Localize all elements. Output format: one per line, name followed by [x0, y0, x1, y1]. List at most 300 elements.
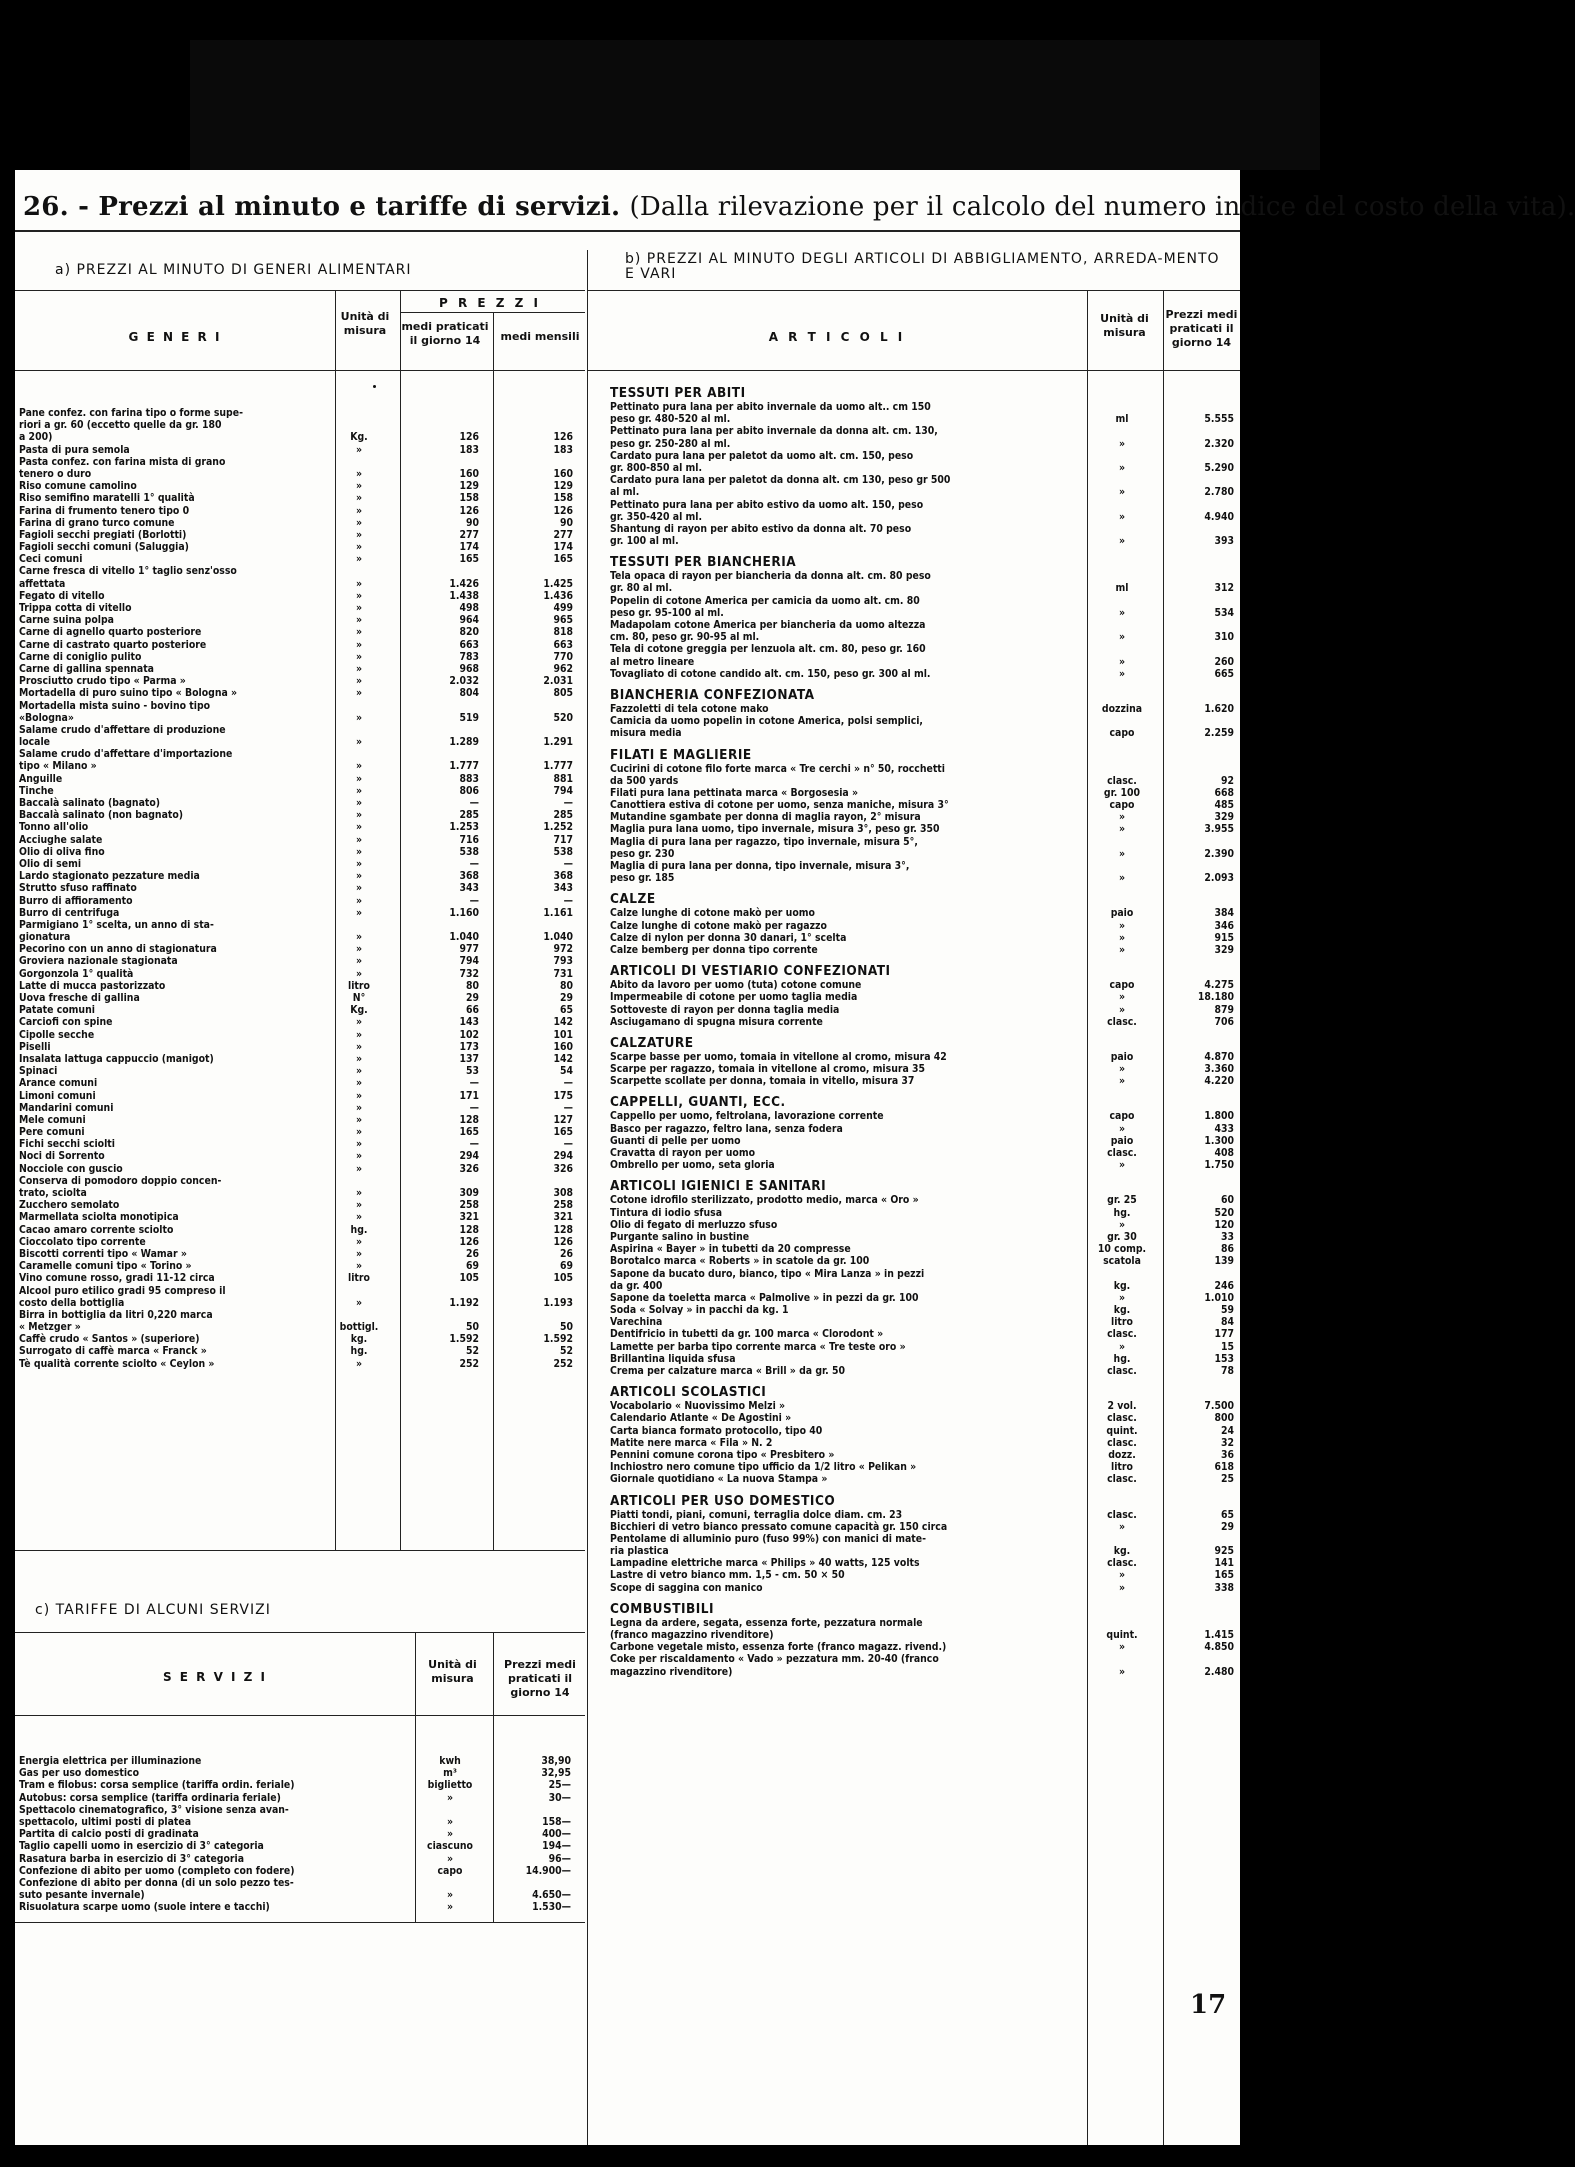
price-day14: 310 [1214, 631, 1234, 644]
item-name: Spinaci [19, 1065, 58, 1078]
section-c-header-rule [15, 1715, 585, 1716]
article-name: peso gr. 480-520 al ml. [610, 413, 731, 426]
table-row [610, 1437, 1237, 1449]
article-name: Borotalco marca « Roberts » in scatole da gr. 100 [610, 1255, 870, 1268]
price-day14: 158 [459, 492, 479, 505]
article-name: Carta bianca formato protocollo, tipo 40 [610, 1424, 823, 1437]
price-monthly [479, 919, 573, 931]
price-day14 [1162, 836, 1234, 848]
price-day14: 2.480 [1204, 1665, 1234, 1678]
price-day14: 141 [1214, 1557, 1234, 1570]
article-name: Sapone da bucato duro, bianco, tipo « Mira Lanza » in pezzi [610, 1267, 925, 1280]
table-row [19, 1309, 579, 1321]
unit: » [355, 760, 363, 773]
title-rule [15, 230, 1240, 232]
item-name: costo della bottiglia [19, 1296, 125, 1309]
price-day14: 4.220 [1204, 1075, 1234, 1088]
service-name: Confezione di abito per donna (di un solo pezzo tes- [19, 1876, 294, 1889]
table-row [19, 1187, 579, 1199]
price-day14: 25 [1220, 1473, 1234, 1486]
article-name: Soda « Solvay » in pacchi da kg. 1 [610, 1304, 789, 1317]
unit: clasc. [1107, 774, 1137, 787]
article-name: Tintura di iodio sfusa [610, 1206, 723, 1219]
item-name: Mele comuni [19, 1113, 86, 1126]
table-row [610, 1557, 1237, 1569]
table-row [610, 1016, 1237, 1028]
table-row [19, 968, 579, 980]
table-row [19, 565, 579, 577]
table-number: 26. [23, 192, 69, 222]
article-name: Basco per ragazzo, feltro lana, senza fodera [610, 1122, 843, 1135]
article-name: Sapone da toeletta marca « Palmolive » in pezzi da gr. 100 [610, 1291, 919, 1304]
price-day14 [1162, 715, 1234, 727]
table-row [19, 919, 579, 931]
table-row [19, 517, 579, 529]
unit: » [355, 528, 363, 541]
unit: capo [1109, 799, 1135, 812]
price-day14: 126 [459, 431, 479, 444]
unit: » [355, 443, 363, 456]
table-row [610, 1063, 1237, 1075]
table-row [610, 979, 1237, 991]
table-row [610, 413, 1237, 425]
table-row [19, 590, 579, 602]
article-name: ria plastica [610, 1545, 669, 1558]
section-b-header-rule [587, 370, 1240, 371]
unit: » [355, 1089, 363, 1102]
table-row [19, 675, 579, 687]
table-row [610, 944, 1237, 956]
price-monthly: 142 [553, 1016, 573, 1029]
price-day14 [489, 1804, 571, 1816]
group-title: TESSUTI PER BIANCHERIA [610, 554, 797, 571]
unit: N° [352, 992, 366, 1004]
unit: » [355, 784, 363, 797]
article-name: Calze lunghe di cotone makò per uomo [610, 907, 815, 920]
unit: » [446, 1815, 454, 1828]
price-day14: 804 [459, 687, 479, 700]
price-day14: 2.093 [1204, 872, 1234, 885]
price-day14 [383, 919, 479, 931]
price-monthly: — [563, 797, 573, 809]
unit: » [1118, 811, 1126, 824]
table-row [19, 431, 579, 443]
unit: » [1118, 1340, 1126, 1353]
table-row [19, 1755, 579, 1767]
item-name: Patate comuni [19, 1004, 95, 1017]
unit: » [1118, 847, 1126, 860]
price-day14: 78 [1220, 1365, 1234, 1377]
price-monthly: 26 [559, 1247, 573, 1260]
unit: clasc. [1107, 1015, 1137, 1028]
table-row [19, 1901, 579, 1913]
price-day14: 7.500 [1204, 1400, 1234, 1413]
price-monthly: — [563, 1101, 573, 1114]
price-monthly: 731 [553, 967, 573, 980]
price-day14: 321 [459, 1211, 479, 1224]
price-monthly: 105 [553, 1272, 573, 1285]
table-row [610, 848, 1237, 860]
price-day14: 129 [459, 480, 479, 493]
unit: clasc. [1107, 1412, 1137, 1425]
unit: » [355, 577, 363, 590]
item-name: riori a gr. 60 (eccetto quelle da gr. 180 [19, 419, 222, 432]
unit: » [355, 882, 363, 895]
section-a-top-rule [15, 290, 585, 291]
table-row [610, 511, 1237, 523]
price-day14: 326 [459, 1162, 479, 1175]
unit: hg. [1113, 1206, 1131, 1219]
price-day14: 90 [465, 516, 479, 529]
unit: » [355, 894, 363, 907]
article-name: Pentolame di alluminio puro (fuso 99%) con manici di mate- [610, 1532, 926, 1545]
unit: » [355, 553, 363, 566]
unit [335, 1175, 383, 1187]
table-row [610, 535, 1237, 547]
table-row [19, 1260, 579, 1272]
unit: dozz. [1108, 1448, 1136, 1461]
unit: » [1118, 655, 1126, 668]
unit: » [1118, 1218, 1126, 1231]
article-name: gr. 800-850 al ml. [610, 461, 703, 474]
unit: capo [437, 1864, 463, 1877]
price-day14: 260 [1214, 655, 1234, 668]
article-name: Tovagliato di cotone candido alt. cm. 150, peso gr. 300 al ml. [610, 667, 931, 680]
table-row [19, 1224, 579, 1236]
price-day14: 820 [459, 626, 479, 639]
price-day14: 343 [459, 882, 479, 895]
unit: capo [1109, 727, 1135, 740]
unit: » [355, 967, 363, 980]
service-name: Risuolatura scarpe uomo (suole intere e tacchi) [19, 1901, 270, 1914]
price-day14: 1.289 [449, 736, 479, 749]
table-row [19, 712, 579, 724]
unit [1082, 595, 1162, 607]
price-monthly: 175 [553, 1089, 573, 1102]
unit [1082, 643, 1162, 655]
unit: » [1118, 606, 1126, 619]
price-monthly: 126 [553, 431, 573, 444]
article-name: Calze lunghe di cotone makò per ragazzo [610, 919, 827, 932]
article-name: Tela di cotone greggia per lenzuola alt. cm. 80, peso gr. 160 [610, 643, 926, 656]
price-monthly: 2.031 [543, 675, 573, 688]
table-row [19, 992, 579, 1004]
table-row [19, 1816, 579, 1828]
group-title: BIANCHERIA CONFEZIONATA [610, 686, 815, 703]
table-row [19, 895, 579, 907]
unit [335, 748, 383, 760]
article-name: Lamette per barba tipo corrente marca « Tre teste oro » [610, 1340, 906, 1353]
unit: dozzina [1101, 702, 1143, 715]
price-day14: 1.010 [1204, 1291, 1234, 1304]
table-row [19, 1321, 579, 1333]
table-row [19, 407, 579, 419]
price-day14: 171 [459, 1089, 479, 1102]
service-name: Partita di calcio posti di gradinata [19, 1828, 199, 1841]
table-row [19, 1853, 579, 1865]
price-day14: 329 [1214, 811, 1234, 824]
item-name: affettata [19, 577, 66, 590]
price-day14: 783 [459, 650, 479, 663]
price-day14 [1162, 860, 1234, 872]
item-name: Parmigiano 1° scelta, un anno di sta- [19, 918, 214, 931]
item-name: Burro di affioramento [19, 894, 133, 907]
page-number: 17 [1190, 1990, 1227, 2020]
price-day14: 716 [459, 833, 479, 846]
price-day14: 5.290 [1204, 461, 1234, 474]
price-day14: 4.850 [1204, 1641, 1234, 1654]
table-row [610, 1641, 1237, 1653]
table-row [19, 809, 579, 821]
price-day14: 732 [459, 967, 479, 980]
unit [335, 456, 383, 468]
price-monthly: 794 [553, 784, 573, 797]
price-day14 [383, 456, 479, 468]
item-name: Arance comuni [19, 1077, 98, 1090]
table-row [610, 401, 1237, 413]
unit: » [355, 1065, 363, 1078]
price-monthly: 80 [559, 979, 573, 992]
article-name: peso gr. 230 [610, 847, 675, 860]
price-day14 [383, 1309, 479, 1321]
item-name: Tè qualità corrente sciolto « Ceylon » [19, 1357, 215, 1370]
unit [1082, 715, 1162, 727]
price-day14: 1.253 [449, 821, 479, 834]
article-name: Purgante salino in bustine [610, 1230, 750, 1243]
price-day14: 102 [459, 1028, 479, 1041]
service-name: Taglio capelli uomo in esercizio di 3° categoria [19, 1840, 264, 1853]
unit [411, 1804, 489, 1816]
table-row [19, 821, 579, 833]
table-row [19, 614, 579, 626]
table-row [19, 1090, 579, 1102]
unit: paio [1110, 1050, 1134, 1063]
unit: » [1118, 1075, 1126, 1088]
col-prezzi-c: Prezzi medi praticati il giorno 14 [504, 1658, 576, 1699]
col-prezzi-b: Prezzi medi praticati il giorno 14 [1165, 308, 1238, 349]
price-day14: 665 [1214, 667, 1234, 680]
item-name: Vino comune rosso, gradi 11-12 circa [19, 1272, 215, 1285]
table-row [610, 775, 1237, 787]
article-name: Vocabolario « Nuovissimo Melzi » [610, 1400, 786, 1413]
item-name: Latte di mucca pastorizzato [19, 979, 166, 992]
unit: » [355, 1113, 363, 1126]
price-monthly: 1.040 [543, 931, 573, 944]
price-day14 [383, 1175, 479, 1187]
unit: ciascuno [427, 1840, 473, 1853]
price-monthly: 129 [553, 480, 573, 493]
group-title: CAPPELLI, GUANTI, ECC. [610, 1094, 786, 1111]
unit: » [355, 943, 363, 956]
price-monthly: 52 [559, 1345, 573, 1358]
price-day14: 668 [1214, 786, 1234, 799]
price-monthly [479, 748, 573, 760]
unit: » [355, 1040, 363, 1053]
article-name: Shantung di rayon per abito estivo da donna alt. 70 peso [610, 522, 912, 535]
section-c-top-rule [15, 1632, 585, 1633]
item-name: Zucchero semolato [19, 1199, 120, 1212]
table-row [610, 1521, 1237, 1533]
service-name: Gas per uso domestico [19, 1767, 139, 1780]
item-name: Trippa cotta di vitello [19, 602, 132, 614]
table-row [610, 643, 1237, 655]
unit: litro [348, 979, 370, 992]
article-name: Scarpe basse per uomo, tomaia in vitellone al cromo, misura 42 [610, 1050, 947, 1063]
unit [1082, 401, 1162, 413]
table-row [610, 499, 1237, 511]
price-day14: 137 [459, 1052, 479, 1065]
table-row [610, 823, 1237, 835]
article-name: Maglia di pura lana per ragazzo, tipo invernale, misura 5°, [610, 835, 918, 848]
price-day14: 925 [1214, 1545, 1234, 1558]
price-monthly: 308 [553, 1187, 573, 1199]
price-day14: 1.040 [449, 931, 479, 944]
price-day14: 3.360 [1204, 1063, 1234, 1076]
article-name: cm. 80, peso gr. 90-95 al ml. [610, 631, 760, 644]
price-day14: 879 [1214, 1003, 1234, 1016]
price-day14: 663 [459, 638, 479, 651]
unit [1082, 425, 1162, 437]
article-name: Pettinato pura lana per abito invernale da donna alt. cm. 130, [610, 425, 938, 438]
unit: » [1118, 919, 1126, 932]
price-day14: 433 [1214, 1122, 1234, 1135]
unit: » [1118, 1581, 1126, 1594]
price-day14: 519 [459, 711, 479, 724]
table-row [610, 1365, 1237, 1377]
price-day14 [1162, 595, 1234, 607]
service-name: Energia elettrica per illuminazione [19, 1755, 202, 1767]
price-day14: 968 [459, 662, 479, 675]
article-name: Sottoveste di rayon per donna taglia media [610, 1003, 840, 1016]
price-monthly: 54 [559, 1065, 573, 1078]
article-name: Inchiostro nero comune tipo ufficio da 1/2 litro « Pelikan » [610, 1461, 917, 1474]
article-name: Cardato pura lana per paletot da donna alt. cm 130, peso gr 500 [610, 474, 951, 487]
unit [1082, 860, 1162, 872]
table-row [610, 860, 1237, 872]
article-name: Matite nere marca « Fila » N. 2 [610, 1436, 773, 1449]
table-row [19, 931, 579, 943]
price-day14: 252 [459, 1357, 479, 1370]
price-monthly: 174 [553, 541, 573, 554]
price-day14: 1.300 [1204, 1134, 1234, 1147]
price-day14: 977 [459, 943, 479, 956]
unit: clasc. [1107, 1473, 1137, 1486]
table-row [19, 578, 579, 590]
unit: » [355, 626, 363, 639]
table-row [19, 505, 579, 517]
price-day14 [383, 407, 479, 419]
unit: » [446, 1828, 454, 1841]
price-day14: 277 [459, 528, 479, 541]
item-name: Fagioli secchi comuni (Saluggia) [19, 541, 189, 554]
price-day14: 29 [465, 992, 479, 1004]
price-day14 [1162, 425, 1234, 437]
group-title: FILATI E MAGLIERIE [610, 746, 752, 763]
unit: hg. [350, 1223, 368, 1236]
price-monthly: — [563, 1077, 573, 1090]
unit [335, 1285, 383, 1297]
article-name: Carbone vegetale misto, essenza forte (franco magazz. rivend.) [610, 1641, 947, 1654]
unit: clasc. [1107, 1365, 1137, 1377]
price-monthly [479, 565, 573, 577]
price-monthly: 277 [553, 528, 573, 541]
article-name: Maglia di pura lana per donna, tipo invernale, misura 3°, [610, 860, 910, 872]
price-monthly: 770 [553, 650, 573, 663]
table-row [610, 1255, 1237, 1267]
item-name: Uova fresche di gallina [19, 992, 140, 1004]
price-monthly: 520 [553, 711, 573, 724]
price-monthly: 127 [553, 1113, 573, 1126]
title-bold: - Prezzi al minuto e tariffe di servizi. [78, 192, 621, 222]
item-name: Conserva di pomodoro doppio concen- [19, 1174, 222, 1187]
table-row [19, 846, 579, 858]
price-day14: 153 [1214, 1352, 1234, 1365]
unit: paio [1110, 1134, 1134, 1147]
price-day14: 400— [542, 1828, 571, 1841]
unit [1082, 836, 1162, 848]
table-row [610, 1316, 1237, 1328]
price-day14: 806 [459, 784, 479, 797]
price-day14: 26 [465, 1247, 479, 1260]
table-row [610, 1569, 1237, 1581]
table-row [19, 1163, 579, 1175]
table-row [610, 1075, 1237, 1087]
unit: » [355, 1052, 363, 1065]
price-day14: 309 [459, 1187, 479, 1199]
unit: » [446, 1889, 454, 1902]
unit: scatola [1103, 1255, 1141, 1268]
service-name: Autobus: corsa semplice (tariffa ordinaria feriale) [19, 1791, 281, 1804]
unit: » [355, 589, 363, 602]
unit: » [355, 675, 363, 688]
item-name: Carne suina polpa [19, 614, 114, 627]
unit: litro [348, 1272, 370, 1285]
col-unita: Unità di misura [340, 310, 390, 337]
price-day14: 120 [1214, 1218, 1234, 1231]
unit [1082, 1533, 1162, 1545]
table-row [610, 1328, 1237, 1340]
price-day14: 964 [459, 614, 479, 627]
unit [1082, 1617, 1162, 1629]
item-name: a 200) [19, 431, 53, 444]
black-scan-border-right [1240, 170, 1383, 2167]
item-name: Olio di semi [19, 857, 82, 870]
table-row [19, 1297, 579, 1309]
table-row [19, 1004, 579, 1016]
item-name: Farina di grano turco comune [19, 516, 175, 529]
unit [335, 919, 383, 931]
unit: » [355, 1260, 363, 1273]
item-name: Carne di agnello quarto posteriore [19, 626, 202, 639]
price-day14 [1162, 1268, 1234, 1280]
item-name: Baccalà salinato (non bagnato) [19, 809, 184, 822]
price-day14: 4.870 [1204, 1050, 1234, 1063]
price-day14 [1162, 1533, 1234, 1545]
price-day14: 60 [1220, 1194, 1234, 1207]
table-row [610, 787, 1237, 799]
item-name: Cipolle secche [19, 1028, 95, 1041]
price-monthly [479, 1175, 573, 1187]
price-day14 [383, 700, 479, 712]
col-medi-mensili: medi mensili [500, 330, 580, 343]
table-row [19, 882, 579, 894]
table-row [19, 907, 579, 919]
price-day14: 4.650— [532, 1889, 571, 1902]
price-day14: 368 [459, 870, 479, 883]
price-day14 [383, 419, 479, 431]
unit: » [355, 845, 363, 858]
table-row [19, 1828, 579, 1840]
